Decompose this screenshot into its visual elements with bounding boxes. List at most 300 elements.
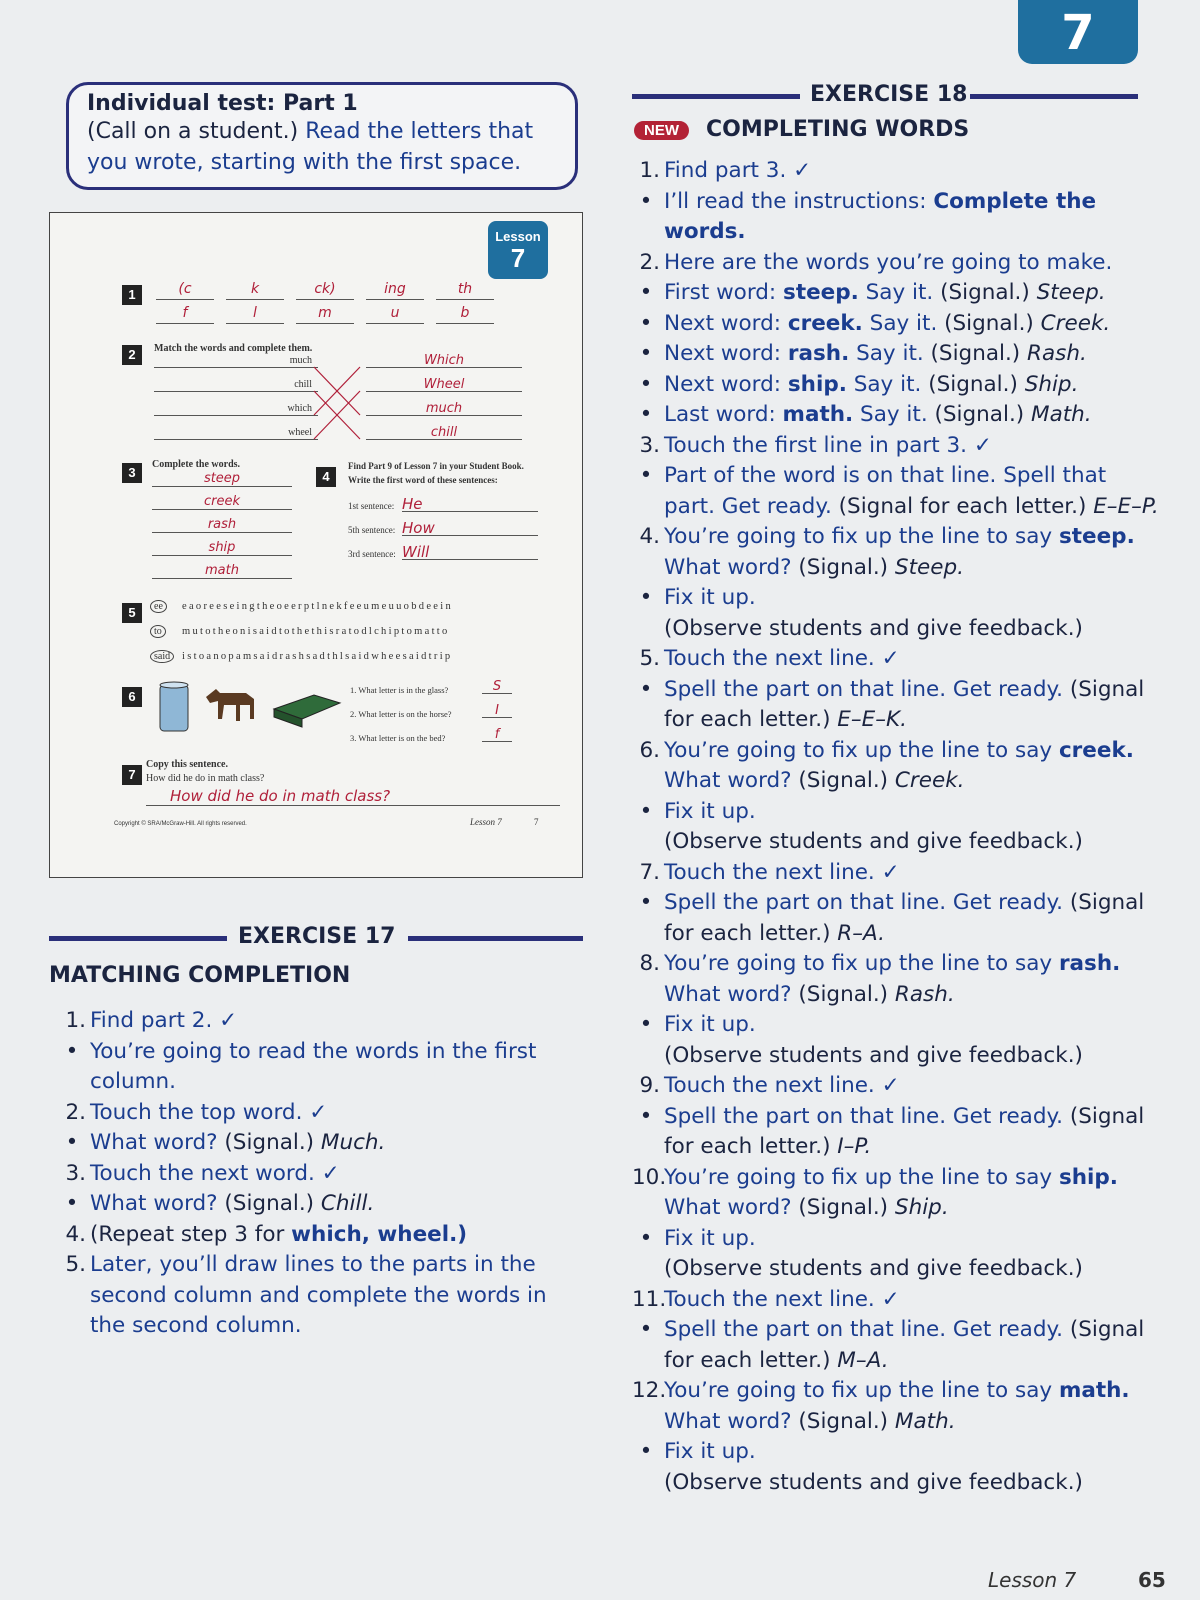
- exercise-18-step-label: 1.: [639, 158, 660, 183]
- part-4-instruction-1: Find Part 9 of Lesson 7 in your Student Book.: [348, 461, 524, 471]
- exercise-17-step-text: [90, 1250, 580, 1342]
- exercise-18-step-text: [664, 1010, 1162, 1041]
- part-4-label: 1st sentence:: [348, 501, 395, 511]
- exercise-18-step: [632, 1010, 1162, 1041]
- exercise-17-step-fragment: Much.: [320, 1130, 386, 1155]
- exercise-18-step-text: [664, 949, 1162, 1010]
- exercise-18-step-fragment: Fix it up.: [664, 798, 756, 824]
- exercise-18-step: [632, 1254, 1162, 1285]
- test-text: [87, 116, 557, 178]
- exercise-18-step: [632, 1041, 1162, 1072]
- exercise-18-step: [632, 339, 1162, 370]
- exercise-18-step-text: [664, 1041, 1162, 1072]
- exercise-18-step-fragment: (Signal for each letter.): [664, 1317, 1145, 1373]
- exercise-18-step-label: 9.: [639, 1073, 660, 1098]
- exercise-18-step-fragment: E–E–P.: [1093, 493, 1159, 519]
- exercise-18-step-fragment: (Signal.): [798, 1408, 895, 1434]
- exercise-18-step-fragment: You’re going to fix up the line to say: [664, 1164, 1059, 1190]
- exercise-18-step: [632, 278, 1162, 309]
- exercise-18-step-fragment: What word?: [664, 1408, 799, 1434]
- exercise-17-step-text: [90, 1037, 580, 1098]
- exercise-18-step-label: 11.: [632, 1286, 667, 1312]
- exercise-18-step-fragment: Spell the part on that line. Get ready.: [664, 1317, 1070, 1342]
- exercise-18-step-label: 12.: [632, 1378, 667, 1403]
- exercise-17-step: [58, 1189, 580, 1220]
- exercise-18-step-fragment: (Signal for each letter.): [664, 676, 1145, 732]
- exercise-17-step-text: [90, 1189, 580, 1220]
- part-1-top-blank: ing: [366, 281, 424, 300]
- page-tab: 7: [1018, 0, 1138, 64]
- exercise-18-step-label: [632, 614, 664, 645]
- exercise-18-step-fragment: (Signal.): [944, 310, 1041, 336]
- part-1-bottom-blank: f: [156, 305, 214, 324]
- exercise-18-step-fragment: Touch the next line. ✓: [664, 1073, 900, 1098]
- exercise-17-step-fragment: Later, you’ll draw lines to the parts in the second column and complete the words in the second column.: [90, 1252, 547, 1338]
- exercise-18-step-fragment: (Signal.): [798, 1195, 895, 1220]
- exercise-18-step-label: 8.: [639, 951, 660, 976]
- exercise-17-step-label: 2.: [65, 1099, 86, 1125]
- exercise-18-step-fragment: Say it.: [853, 402, 935, 427]
- part-2-right-word: much: [366, 401, 522, 416]
- exercise-17-step-fragment: (Signal.): [224, 1191, 321, 1216]
- exercise-18-step-fragment: Find part 3. ✓: [664, 158, 812, 183]
- exercise-18-step: [632, 1102, 1162, 1163]
- exercise-17-step-fragment: What word?: [90, 1191, 225, 1216]
- sheet-footer-page: 7: [534, 817, 539, 827]
- exercise-18-step-label: •: [639, 1439, 653, 1464]
- exercise-18-step-label: 4.: [639, 524, 660, 549]
- exercise-17-step-text: [90, 1220, 580, 1251]
- lesson-badge: [488, 221, 548, 279]
- exercise-18-step-fragment: Fix it up.: [664, 1225, 756, 1251]
- exercise-18-step-fragment: I–P.: [837, 1134, 872, 1159]
- exercise-17-step-label: •: [65, 1038, 79, 1064]
- test-text-instruction: Read the letters that: [305, 119, 534, 144]
- exercise-18-step-fragment: math.: [782, 402, 854, 427]
- exercise-18-step-label: 5.: [639, 646, 660, 671]
- exercise-17-step-fragment: (Signal.): [224, 1130, 321, 1155]
- exercise-17-step: [58, 1006, 580, 1037]
- exercise-18-step-fragment: Say it.: [862, 310, 945, 336]
- exercise-18-step: [632, 1468, 1162, 1499]
- part-2-match-lines: [312, 363, 364, 443]
- part-4-label: 3rd sentence:: [348, 549, 396, 559]
- exercise-18-step: [632, 309, 1162, 340]
- part-4-number: 4: [316, 467, 336, 487]
- exercise-18-step-fragment: Say it.: [849, 341, 931, 366]
- exercise-18-step-label: •: [639, 310, 653, 336]
- exercise-18-step-fragment: Fix it up.: [664, 1012, 756, 1037]
- exercise-18-step: [632, 736, 1162, 797]
- part-2-left-word: much: [154, 355, 318, 368]
- exercise-18-step-fragment: Touch the next line. ✓: [664, 859, 900, 885]
- exercise-18-step-label: 10.: [632, 1164, 667, 1190]
- lesson-badge-word: Lesson: [495, 229, 541, 244]
- exercise-18-step-fragment: Math.: [1031, 402, 1092, 427]
- exercise-18-step-fragment: Spell the part on that line. Get ready.: [664, 1103, 1070, 1129]
- exercise-18-step-fragment: (Signal.): [940, 280, 1037, 305]
- part-1-top-blank: th: [436, 281, 494, 300]
- exercise-18-step-fragment: rash.: [787, 341, 850, 366]
- exercise-18-step-fragment: Creek.: [894, 768, 965, 793]
- part-2-left-word: chill: [154, 379, 318, 392]
- part-6-number: 6: [122, 687, 142, 707]
- exercise-18-step-fragment: Next word:: [664, 371, 788, 397]
- part-5-key: ee: [150, 600, 167, 613]
- exercise-18-step-text: [664, 1437, 1162, 1468]
- exercise-18-step-fragment: Fix it up.: [664, 585, 756, 610]
- exercise-18-step-text: [664, 309, 1162, 340]
- exercise-18-step-label: [632, 1468, 664, 1499]
- exercise-18-step: [632, 400, 1162, 431]
- exercise-18-step-fragment: ship.: [1058, 1164, 1118, 1190]
- exercise-18-step: [632, 1163, 1162, 1224]
- exercise-18-step: [632, 1071, 1162, 1102]
- exercise-18-step-text: [664, 888, 1162, 949]
- exercise-18-subtitle: COMPLETING WORDS: [706, 117, 970, 142]
- exercise-18-step: [632, 370, 1162, 401]
- exercise-18-step-fragment: Steep.: [1036, 280, 1106, 305]
- exercise-18-step-label: •: [639, 1103, 653, 1129]
- part-7-sentence: How did he do in math class?: [146, 773, 265, 784]
- part-2-number: 2: [122, 345, 142, 365]
- exercise-18-step-fragment: Creek.: [1040, 310, 1111, 336]
- exercise-18-step-fragment: Here are the words you’re going to make.: [664, 249, 1113, 275]
- bed-icon: [274, 695, 340, 727]
- exercise-18-step-text: [664, 431, 1162, 462]
- exercise-18-step-fragment: (Signal.): [930, 341, 1028, 366]
- exercise-18-step-fragment: Part of the word is on that line. Spell that part. Get ready.: [664, 463, 1107, 519]
- exercise-18-step: [632, 797, 1162, 828]
- part-6-pictures: [154, 679, 344, 737]
- exercise-18-step-label: •: [639, 1317, 653, 1342]
- exercise-18-step-fragment: (Observe students and give feedback.): [664, 829, 1083, 854]
- exercise-18-step-text: [664, 1102, 1162, 1163]
- exercise-18-step-fragment: Ship.: [1024, 371, 1079, 397]
- exercise-18-step-label: •: [639, 585, 653, 610]
- exercise-18-step-label: •: [639, 341, 653, 366]
- worksheet-image: [49, 212, 583, 878]
- exercise-18-step-label: •: [639, 1225, 653, 1251]
- exercise-18-step-text: [664, 187, 1162, 248]
- exercise-18-step-fragment: Spell the part on that line. Get ready.: [664, 676, 1070, 702]
- exercise-18-step-fragment: M–A.: [837, 1347, 889, 1373]
- exercise-18-step-text: [664, 736, 1162, 797]
- exercise-18-step: [632, 644, 1162, 675]
- exercise-18-step-fragment: (Observe students and give feedback.): [664, 1042, 1083, 1068]
- copyright: Copyright © SRA/McGraw-Hill. All rights reserved.: [114, 821, 247, 827]
- exercise-18-step-label: [632, 827, 664, 858]
- exercise-18-step-label: [632, 1254, 664, 1285]
- exercise-18-step-fragment: (Observe students and give feedback.): [664, 1256, 1083, 1281]
- exercise-18-step-text: [664, 1163, 1162, 1224]
- horse-icon: [206, 689, 254, 721]
- part-1-number: 1: [122, 285, 142, 305]
- part-2-instruction: Match the words and complete them.: [154, 343, 313, 354]
- exercise-18-step-text: [664, 278, 1162, 309]
- exercise-18-step-fragment: math.: [1058, 1378, 1130, 1403]
- exercise-17-steps: [58, 1006, 580, 1342]
- exercise-17-step: [58, 1250, 580, 1342]
- exercise-18-step-fragment: Say it.: [858, 280, 941, 305]
- part-2-left-word: which: [154, 403, 318, 416]
- exercise-17-step: [58, 1128, 580, 1159]
- part-5-number: 5: [122, 603, 142, 623]
- part-2-right-word: Wheel: [366, 377, 522, 392]
- exercise-17-step-label: •: [65, 1191, 79, 1216]
- exercise-18-step-text: [664, 248, 1162, 279]
- part-6-answer: S: [482, 679, 512, 694]
- exercise-18-step-text: [664, 1468, 1162, 1499]
- exercise-18-step: [632, 1285, 1162, 1316]
- exercise-18-step-label: •: [639, 890, 653, 915]
- exercise-18-step: [632, 187, 1162, 248]
- exercise-18-step-label: [632, 1041, 664, 1072]
- exercise-18-step-label: 7.: [639, 859, 660, 885]
- exercise-18-step-fragment: Steep.: [894, 554, 964, 580]
- exercise-18-step: [632, 827, 1162, 858]
- exercise-18-step-text: [664, 1254, 1162, 1285]
- exercise-18-step-fragment: (Signal for each letter.): [838, 493, 1094, 519]
- exercise-18-step-fragment: What word?: [664, 981, 799, 1007]
- exercise-18-step-fragment: Touch the first line in part 3. ✓: [664, 432, 992, 458]
- exercise-18-step-fragment: (Signal for each letter.): [664, 1103, 1145, 1159]
- exercise-17-step-text: [90, 1006, 580, 1037]
- exercise-18-step: [632, 614, 1162, 645]
- exercise-18-step: [632, 858, 1162, 889]
- exercise-18-step-fragment: Rash.: [894, 981, 955, 1007]
- exercise-18-step-fragment: Rash.: [1027, 341, 1087, 366]
- exercise-18-step: [632, 248, 1162, 279]
- part-2-left-word: wheel: [154, 427, 318, 440]
- exercise-17-rule-left: [49, 936, 227, 941]
- exercise-18-step-text: [664, 400, 1162, 431]
- new-badge: NEW: [634, 121, 689, 140]
- footer-lesson: Lesson 7: [988, 1568, 1077, 1592]
- exercise-18-step-fragment: Next word:: [664, 310, 788, 336]
- exercise-18-step-fragment: First word:: [664, 280, 784, 305]
- part-2-right-word: chill: [366, 425, 522, 440]
- exercise-18-step-fragment: Fix it up.: [664, 1439, 756, 1464]
- exercise-18-step-fragment: (Signal.): [798, 554, 895, 580]
- exercise-18-step: [632, 431, 1162, 462]
- exercise-18-step-text: [664, 339, 1162, 370]
- part-1-top-blank: ck): [296, 281, 354, 300]
- exercise-18-step-fragment: What word?: [664, 768, 799, 793]
- exercise-18-rule-left: [632, 94, 800, 99]
- exercise-18-step-text: [664, 1315, 1162, 1376]
- exercise-18-step-fragment: (Signal for each letter.): [664, 890, 1145, 946]
- exercise-18-step-fragment: steep.: [783, 280, 859, 305]
- exercise-17-step: [58, 1220, 580, 1251]
- exercise-18-step-text: [664, 461, 1162, 522]
- exercise-18-step-label: •: [639, 463, 653, 488]
- exercise-18-step-fragment: Spell the part on that line. Get ready.: [664, 890, 1070, 915]
- exercise-18-step-label: •: [639, 798, 653, 824]
- exercise-18-step: [632, 522, 1162, 583]
- exercise-18-step-fragment: (Signal.): [928, 371, 1025, 397]
- part-3-word: steep: [152, 471, 292, 487]
- part-3-word: rash: [152, 517, 292, 533]
- lesson-badge-number: 7: [510, 243, 526, 273]
- part-6-question: 1. What letter is in the glass?: [350, 685, 449, 695]
- part-6-question: 3. What letter is on the bed?: [350, 733, 446, 743]
- part-6-question: 2. What letter is on the horse?: [350, 709, 452, 719]
- exercise-17-step-fragment: Find part 2. ✓: [90, 1008, 238, 1033]
- part-5-letters: mutotheonisaidtothethisratodlchiptomatto: [182, 626, 450, 637]
- exercise-18-title: EXERCISE 18: [810, 82, 968, 107]
- exercise-18-step-fragment: creek.: [1058, 737, 1134, 763]
- exercise-18-step: [632, 949, 1162, 1010]
- part-3-word: ship: [152, 540, 292, 556]
- exercise-17-step-fragment: Touch the next word. ✓: [90, 1160, 340, 1186]
- exercise-18-step-fragment: Touch the next line. ✓: [664, 1286, 900, 1312]
- exercise-18-step-fragment: What word?: [664, 554, 799, 580]
- exercise-18-step-text: [664, 797, 1162, 828]
- part-3-number: 3: [122, 463, 142, 483]
- part-4-answer: He: [402, 495, 538, 512]
- part-5-letters: istoanopamsaidrashsadthlsaidwheesaidtrip: [182, 651, 453, 662]
- exercise-17-step-label: •: [65, 1130, 79, 1155]
- exercise-17-step-fragment: What word?: [90, 1130, 225, 1155]
- part-4-label: 5th sentence:: [348, 525, 396, 535]
- exercise-18-step-fragment: You’re going to fix up the line to say: [664, 737, 1059, 763]
- exercise-18-step-text: [664, 614, 1162, 645]
- exercise-17-step-fragment: which, wheel.): [291, 1221, 468, 1247]
- footer-page-number: 65: [1138, 1568, 1166, 1592]
- part-1-bottom-blank: u: [366, 305, 424, 324]
- part-1-bottom-blank: m: [296, 305, 354, 324]
- exercise-18-step: [632, 888, 1162, 949]
- exercise-18-step-fragment: (Observe students and give feedback.): [664, 615, 1083, 641]
- exercise-18-step: [632, 1437, 1162, 1468]
- exercise-18-step-fragment: R–A.: [837, 920, 885, 946]
- exercise-18-step-fragment: (Observe students and give feedback.): [664, 1469, 1083, 1495]
- exercise-18-step-label: •: [639, 188, 653, 214]
- exercise-18-step-fragment: (Signal.): [798, 981, 895, 1007]
- part-6-answer: I: [482, 703, 512, 718]
- exercise-17-step: [58, 1037, 580, 1098]
- part-4-instruction-2: Write the first word of these sentences:: [348, 475, 498, 485]
- exercise-18-step-fragment: creek.: [787, 310, 863, 336]
- exercise-18-step-fragment: ship.: [787, 371, 847, 397]
- part-1-top-blank: k: [226, 281, 284, 300]
- exercise-18-step-fragment: steep.: [1058, 524, 1135, 549]
- test-title: Individual test: Part 1: [87, 91, 358, 116]
- exercise-17-step-fragment: Touch the top word. ✓: [90, 1099, 328, 1125]
- exercise-18-step-fragment: Complete the words.: [664, 188, 1097, 244]
- part-5-key: to: [150, 625, 166, 638]
- exercise-18-step-fragment: (Signal.): [934, 402, 1032, 427]
- exercise-18-step-text: [664, 156, 1162, 187]
- glass-icon: [160, 682, 188, 731]
- exercise-18-step: [632, 1376, 1162, 1437]
- exercise-17-step: [58, 1098, 580, 1129]
- exercise-18-step-fragment: Say it.: [846, 371, 929, 397]
- exercise-17-step-fragment: You’re going to read the words in the first column.: [90, 1038, 537, 1094]
- part-5-letters: eaoreeseingtheoeerptlnekfeeumeuuobdeein: [182, 601, 454, 612]
- exercise-18-step: [632, 1224, 1162, 1255]
- exercise-18-step-fragment: You’re going to fix up the line to say: [664, 951, 1059, 976]
- exercise-18-step-fragment: I’ll read the instructions:: [664, 188, 934, 214]
- exercise-18-step-text: [664, 827, 1162, 858]
- exercise-18-step: [632, 156, 1162, 187]
- exercise-17-step-fragment: Chill.: [320, 1191, 375, 1216]
- part-7-number: 7: [122, 765, 142, 785]
- exercise-17-step-label: 4.: [65, 1221, 86, 1247]
- exercise-17-step-text: [90, 1098, 580, 1129]
- individual-test-box: [66, 82, 578, 190]
- exercise-18-step-fragment: What word?: [664, 1195, 799, 1220]
- part-3-word: math: [152, 563, 292, 579]
- exercise-18-step-fragment: Math.: [894, 1408, 956, 1434]
- part-1-bottom-blank: b: [436, 305, 494, 324]
- part-3-word: creek: [152, 494, 292, 510]
- exercise-18-step-label: •: [639, 402, 653, 427]
- exercise-17-subtitle: MATCHING COMPLETION: [49, 963, 351, 988]
- exercise-18-rule-right: [970, 94, 1138, 99]
- exercise-18-step-fragment: (Signal.): [798, 768, 895, 793]
- exercise-18-step: [632, 675, 1162, 736]
- exercise-18-step-label: •: [639, 676, 653, 702]
- exercise-18-step-text: [664, 675, 1162, 736]
- exercise-18-steps: [632, 156, 1162, 1498]
- exercise-18-step-label: •: [639, 280, 653, 305]
- exercise-18-step-text: [664, 1376, 1162, 1437]
- part-7-answer: How did he do in math class?: [146, 787, 560, 806]
- exercise-18-step-text: [664, 858, 1162, 889]
- part-1-bottom-blank: l: [226, 305, 284, 324]
- part-1-top-blank: (c: [156, 281, 214, 300]
- exercise-18-step-label: •: [639, 371, 653, 397]
- part-2-right-word: Which: [366, 353, 522, 368]
- exercise-18-step-text: [664, 1285, 1162, 1316]
- part-5-key: said: [150, 650, 174, 663]
- part-6-answer: f: [482, 727, 512, 742]
- exercise-17-step-label: 5.: [65, 1252, 86, 1277]
- exercise-18-step-fragment: You’re going to fix up the line to say: [664, 1378, 1059, 1403]
- part-7-instruction: Copy this sentence.: [146, 759, 228, 770]
- exercise-18-step-text: [664, 1224, 1162, 1255]
- exercise-18-step-text: [664, 583, 1162, 614]
- exercise-18-step-fragment: Ship.: [894, 1195, 949, 1220]
- exercise-17-step-text: [90, 1159, 580, 1190]
- exercise-17-step: [58, 1159, 580, 1190]
- exercise-18-step-label: •: [639, 1012, 653, 1037]
- exercise-18-step-label: 6.: [639, 737, 660, 763]
- exercise-18-step: [632, 583, 1162, 614]
- part-4-answer: Will: [402, 543, 538, 560]
- exercise-18-step-text: [664, 1071, 1162, 1102]
- exercise-18-step-fragment: E–E–K.: [837, 707, 907, 732]
- exercise-17-step-fragment: (Repeat step 3 for: [90, 1221, 292, 1247]
- exercise-18-step-fragment: You’re going to fix up the line to say: [664, 524, 1059, 549]
- test-text-signal: (Call on a student.): [87, 119, 306, 144]
- exercise-18-step-fragment: Touch the next line. ✓: [664, 646, 900, 671]
- exercise-17-rule-right: [408, 936, 583, 941]
- exercise-18-step-text: [664, 644, 1162, 675]
- exercise-17-step-text: [90, 1128, 580, 1159]
- exercise-18-step: [632, 461, 1162, 522]
- exercise-18-step-fragment: Next word:: [664, 341, 788, 366]
- exercise-17-step-label: 1.: [65, 1008, 86, 1033]
- exercise-18-step: [632, 1315, 1162, 1376]
- exercise-18-step-label: 2.: [639, 249, 660, 275]
- exercise-18-step-fragment: rash.: [1058, 951, 1121, 976]
- exercise-18-step-label: 3.: [639, 432, 660, 458]
- test-text-instruction-2: you wrote, starting with the first space.: [87, 150, 522, 175]
- sheet-footer-lesson: Lesson 7: [470, 817, 502, 827]
